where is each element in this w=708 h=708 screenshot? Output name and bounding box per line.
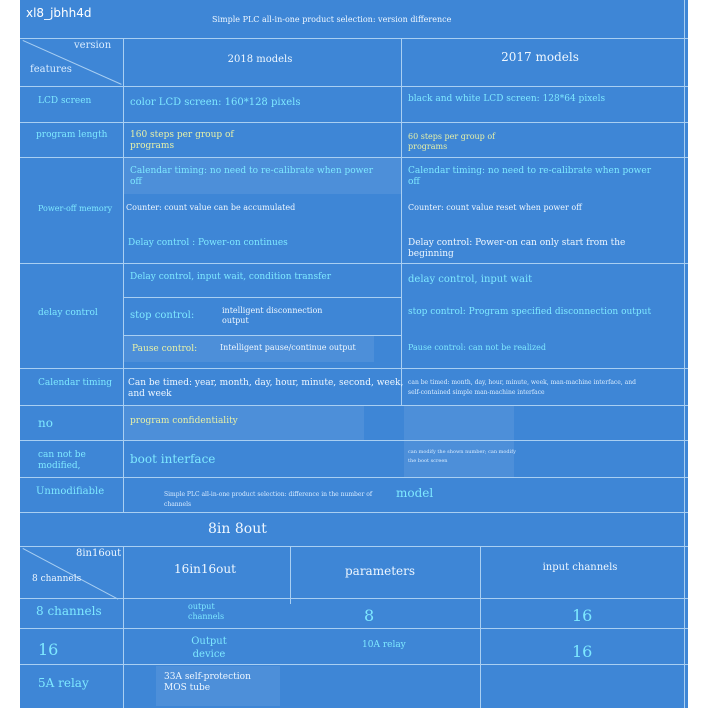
power-off-2018-delay: Delay control : Power-on continues — [128, 238, 288, 248]
calendar-2018-value: Can be timed: year, month, day, hour, minute, second, week, and week — [128, 378, 404, 400]
calendar-2017-value: can be timed: month, day, hour, minute, week, man-machine interface, and self-contained simple man-machine interface — [408, 379, 636, 396]
corner-version-label: version — [74, 40, 112, 51]
lcd-2017-value: black and white LCD screen: 128*64 pixels — [408, 94, 606, 104]
section-2-r1-c3: 16 — [572, 606, 593, 624]
grid-line — [20, 628, 688, 629]
boot-interface-2018-value: boot interface — [130, 452, 216, 466]
grid-line — [20, 368, 688, 369]
grid-line — [20, 263, 688, 264]
row-label-no: no — [38, 416, 53, 430]
section-2-header-parameters: parameters — [344, 564, 416, 578]
delay-2017-value: delay control, input wait — [408, 274, 533, 285]
section-2-r2-c1: Output device — [191, 636, 227, 660]
column-header-2018: 2018 models — [227, 54, 293, 65]
section-2-header-16in16out: 16in16out — [174, 562, 236, 576]
power-off-2017-delay: Delay control: Power-on can only start from the beginning — [408, 238, 626, 260]
grid-line — [20, 664, 688, 665]
section-2-caption: Simple PLC all-in-one product selection: difference in the number of channels — [164, 491, 373, 508]
corner-8in16out-label: 8in16out — [76, 548, 122, 559]
grid-line — [20, 512, 688, 513]
power-off-2017-counter: Counter: count value reset when power off — [408, 203, 582, 212]
confidentiality-2017-value — [404, 414, 504, 428]
row-label-power-off-memory: Power-off memory — [38, 204, 113, 213]
section-2-r1-label: 8 channels — [36, 604, 102, 618]
watermark-text: xl8_jbhh4d — [26, 6, 92, 20]
program-2018-value: 160 steps per group of programs — [130, 130, 234, 152]
row-label-unmodifiable: Unmodifiable — [36, 486, 105, 497]
grid-line — [401, 38, 402, 406]
power-off-2017-calendar: Calendar timing: no need to re-calibrate when power off — [408, 166, 652, 188]
row-label-program-length: program length — [36, 130, 108, 140]
section-2-r3-label: 5A relay — [38, 676, 89, 690]
section-2-r3-c1: 33A self-protection MOS tube — [164, 672, 251, 694]
section-2-header-input-channels: input channels — [542, 562, 618, 573]
stop-control-2017-value: stop control: Program specified disconnection output — [408, 307, 652, 317]
row-label-calendar-timing: Calendar timing — [38, 378, 113, 388]
grid-line — [20, 440, 688, 441]
power-off-2018-calendar: Calendar timing: no need to re-calibrate when power off — [130, 166, 374, 188]
pause-control-2017-value: Pause control: can not be realized — [408, 343, 547, 352]
grid-line — [20, 598, 688, 599]
table-title: Simple PLC all-in-one product selection: version difference — [212, 15, 452, 24]
confidentiality-2018-value: program confidentiality — [130, 416, 238, 426]
boot-interface-2017-value: can modify the shown number; can modify the boot screen — [408, 449, 516, 464]
stop-control-label: stop control: — [130, 310, 195, 321]
grid-line — [480, 546, 481, 708]
row-label-cannot-modify: can not be modified, — [38, 450, 86, 472]
selection-table-sheet — [20, 0, 688, 708]
lcd-2018-value: color LCD screen: 160*128 pixels — [130, 97, 301, 108]
section-2-r1-c1: output channels — [188, 602, 225, 621]
grid-line — [290, 546, 291, 604]
grid-line — [124, 297, 401, 298]
grid-line — [20, 122, 688, 123]
section-2-r2-label: 16 — [38, 640, 59, 658]
corner-8-channels-label: 8 channels — [32, 574, 82, 584]
section-2-r2-c2: 10A relay — [362, 640, 406, 650]
grid-line — [20, 86, 688, 87]
power-off-2018-counter: Counter: count value can be accumulated — [126, 203, 296, 212]
program-2017-value: 60 steps per group of programs — [408, 132, 496, 151]
model-label: model — [396, 486, 434, 500]
delay-2018-value: Delay control, input wait, condition transfer — [130, 272, 332, 282]
row-label-delay-control: delay control — [38, 308, 98, 318]
grid-line — [20, 477, 688, 478]
corner-features-label: features — [30, 64, 72, 75]
stop-control-2018-value: intelligent disconnection output — [222, 306, 323, 325]
pause-control-label: Pause control: — [132, 344, 198, 354]
section-2-title: 8in 8out — [208, 521, 267, 537]
column-header-2017: 2017 models — [501, 50, 579, 64]
grid-line — [684, 0, 685, 708]
section-2-r2-c3: 16 — [572, 642, 593, 660]
row-label-lcd: LCD screen — [38, 96, 92, 106]
pause-control-2018-value: Intelligent pause/continue output — [220, 343, 356, 352]
section-2-r1-c2: 8 — [364, 606, 375, 624]
